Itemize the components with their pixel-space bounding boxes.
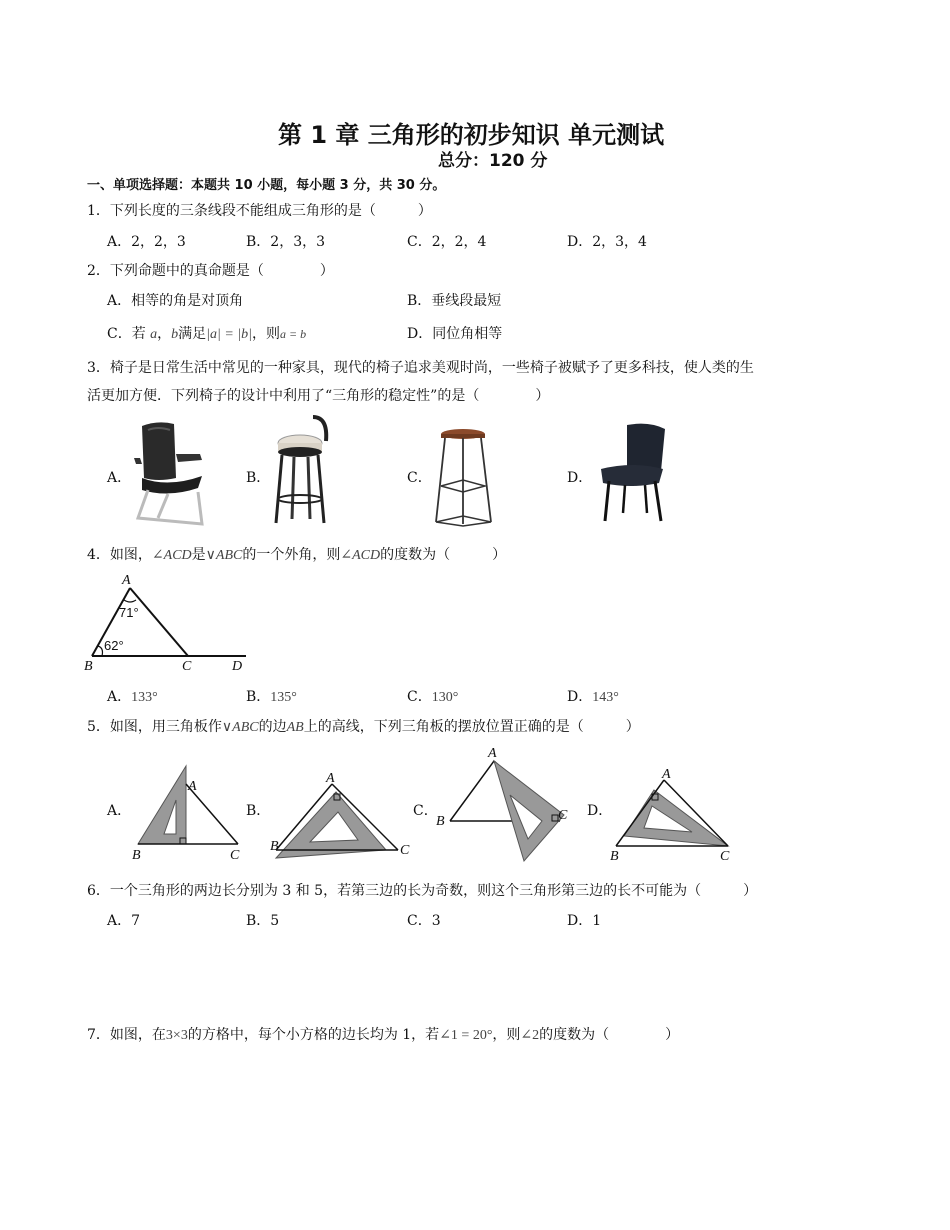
q4-option-d[interactable] bbox=[567, 686, 619, 706]
chair-a-image[interactable] bbox=[128, 418, 218, 528]
q5b-label-c: C bbox=[400, 843, 410, 858]
q7-stem-suffix: 的度数为（ ） bbox=[539, 1027, 680, 1043]
page-title: 第 1 章 三角形的初步知识 单元测试 bbox=[278, 121, 665, 149]
q4-angle-b-label: 62° bbox=[104, 638, 124, 653]
q3-option-c[interactable]: C． bbox=[407, 470, 432, 486]
q5-figure-a[interactable] bbox=[128, 760, 248, 865]
q1-option-a[interactable]: A．2，2，3 bbox=[107, 234, 186, 250]
question-3-stem-line2: 活更加方便．下列椅子的设计中利用了“三角形的稳定性”的是（ ） bbox=[87, 388, 550, 404]
q7-grid-size: 3×3 bbox=[165, 1028, 188, 1043]
q4-label-a: A bbox=[122, 573, 131, 588]
q2-c-then: ，则 bbox=[252, 326, 281, 342]
section-heading: 一、单项选择题：本题共 10 小题，每小题 3 分，共 30 分。 bbox=[87, 178, 446, 193]
q6-option-c[interactable]: C．3 bbox=[407, 913, 441, 929]
chair-d-image[interactable] bbox=[593, 421, 678, 528]
chair-b-image[interactable] bbox=[268, 413, 338, 528]
q2-c-abs: |a| = |b| bbox=[206, 327, 253, 342]
q5-option-b[interactable]: B． bbox=[246, 803, 271, 819]
q5-option-d[interactable]: D． bbox=[587, 803, 613, 819]
question-5-stem bbox=[87, 716, 640, 736]
q2-option-d[interactable]: D．同位角相等 bbox=[407, 326, 503, 342]
q4-option-d-value: 143° bbox=[592, 690, 619, 705]
q6-option-d[interactable]: D．1 bbox=[567, 913, 602, 929]
q4-stem-mid2: 的一个外角，则 bbox=[242, 547, 341, 563]
q4-option-b[interactable] bbox=[246, 686, 297, 706]
q5a-label-a: A bbox=[188, 779, 197, 794]
chair-c-image[interactable] bbox=[431, 426, 496, 528]
q4-triangle-abc: ∨ABC bbox=[205, 548, 243, 563]
q2-c-eq: a = b bbox=[280, 327, 307, 341]
q1-option-c[interactable]: C．2，2，4 bbox=[407, 234, 487, 250]
q2-c-prefix: C．若 bbox=[107, 326, 146, 342]
q4-option-b-value: 135° bbox=[270, 690, 297, 705]
q7-angle-1: ∠1 = 20° bbox=[439, 1028, 493, 1043]
question-1-stem: 1．下列长度的三条线段不能组成三角形的是（ ） bbox=[87, 203, 432, 219]
q3-option-d[interactable]: D． bbox=[567, 470, 593, 486]
q5-figure-d[interactable] bbox=[608, 766, 738, 866]
q2-c-mid: 满足 bbox=[178, 326, 207, 342]
q4-stem-prefix: 4．如图， bbox=[87, 547, 152, 563]
q4-option-c-letter: C． bbox=[407, 689, 432, 705]
q5c-label-c: C bbox=[558, 808, 568, 823]
q2-c-var-b: b bbox=[171, 327, 179, 342]
q2-option-a[interactable]: A．相等的角是对顶角 bbox=[107, 293, 244, 309]
q4-stem-mid1: 是 bbox=[191, 547, 206, 563]
q4-option-c[interactable] bbox=[407, 686, 458, 706]
q4-angle-acd: ∠ACD bbox=[151, 548, 192, 563]
q5d-label-b: B bbox=[610, 849, 619, 864]
q3-option-b[interactable]: B． bbox=[246, 470, 271, 486]
q5a-label-c: C bbox=[230, 848, 240, 863]
q4-label-c: C bbox=[182, 659, 192, 674]
q5d-label-a: A bbox=[662, 767, 671, 782]
q5a-label-b: B bbox=[132, 848, 141, 863]
q1-option-b[interactable]: B．2，3，3 bbox=[246, 234, 326, 250]
question-6-stem: 6．一个三角形的两边长分别为 3 和 5，若第三边的长为奇数，则这个三角形第三边的长不可能为（ ） bbox=[87, 883, 758, 899]
q7-stem-mid1: 的方格中，每个小方格的边长均为 1，若 bbox=[187, 1027, 440, 1043]
q5c-label-b: B bbox=[436, 814, 445, 829]
q4-option-b-letter: B． bbox=[246, 689, 271, 705]
q7-angle-2: ∠2 bbox=[520, 1028, 540, 1043]
q6-option-a[interactable]: A．7 bbox=[107, 913, 141, 929]
question-2-stem: 2．下列命题中的真命题是（ ） bbox=[87, 263, 334, 279]
question-3-stem-line1: 3．椅子是日常生活中常见的一种家具，现代的椅子追求美观时尚，一些椅子被赋予了更多科技，使人类的生 bbox=[87, 360, 754, 376]
q5-stem-prefix: 5．如图，用三角板作 bbox=[87, 719, 222, 735]
q5-option-c[interactable]: C． bbox=[413, 803, 438, 819]
q5-stem-suffix: 上的高线，下列三角板的摆放位置正确的是（ ） bbox=[303, 719, 640, 735]
q4-angle-a-label: 71° bbox=[119, 605, 139, 620]
q4-stem-suffix: 的度数为（ ） bbox=[380, 547, 507, 563]
q5-figure-b[interactable] bbox=[266, 768, 416, 868]
q4-triangle-figure bbox=[84, 570, 254, 675]
q4-option-d-letter: D． bbox=[567, 689, 593, 705]
q5c-label-a: A bbox=[488, 746, 497, 761]
question-7-stem bbox=[87, 1024, 679, 1044]
q6-option-b[interactable]: B．5 bbox=[246, 913, 280, 929]
q5-triangle-abc: ∨ABC bbox=[221, 720, 259, 735]
q2-c-var-a: a bbox=[150, 327, 158, 342]
q5-figure-c[interactable] bbox=[434, 745, 584, 870]
q4-label-d: D bbox=[232, 659, 243, 674]
q2-c-comma: ， bbox=[157, 326, 172, 342]
q4-option-a-letter: A． bbox=[107, 689, 132, 705]
q5b-label-b: B bbox=[270, 839, 279, 854]
q7-stem-mid2: ，则 bbox=[492, 1027, 521, 1043]
q4-angle-acd-2: ∠ACD bbox=[340, 548, 381, 563]
q5b-label-a: A bbox=[326, 771, 335, 786]
q5-stem-mid: 的边 bbox=[258, 719, 287, 735]
q4-option-a[interactable] bbox=[107, 686, 158, 706]
q5-side-ab: AB bbox=[286, 720, 304, 735]
question-4-stem bbox=[87, 544, 506, 564]
q5-option-a[interactable]: A． bbox=[107, 803, 132, 819]
q4-option-a-value: 133° bbox=[131, 690, 158, 705]
q5d-label-c: C bbox=[720, 849, 730, 864]
q1-option-d[interactable]: D．2，3，4 bbox=[567, 234, 647, 250]
q2-option-b[interactable]: B．垂线段最短 bbox=[407, 293, 502, 309]
q7-stem-prefix: 7．如图，在 bbox=[87, 1027, 166, 1043]
q3-option-a[interactable]: A． bbox=[107, 470, 132, 486]
q4-label-b: B bbox=[84, 659, 93, 674]
total-score: 总分：120 分 bbox=[438, 151, 548, 171]
q2-option-c[interactable] bbox=[107, 323, 306, 343]
q4-option-c-value: 130° bbox=[431, 690, 459, 705]
